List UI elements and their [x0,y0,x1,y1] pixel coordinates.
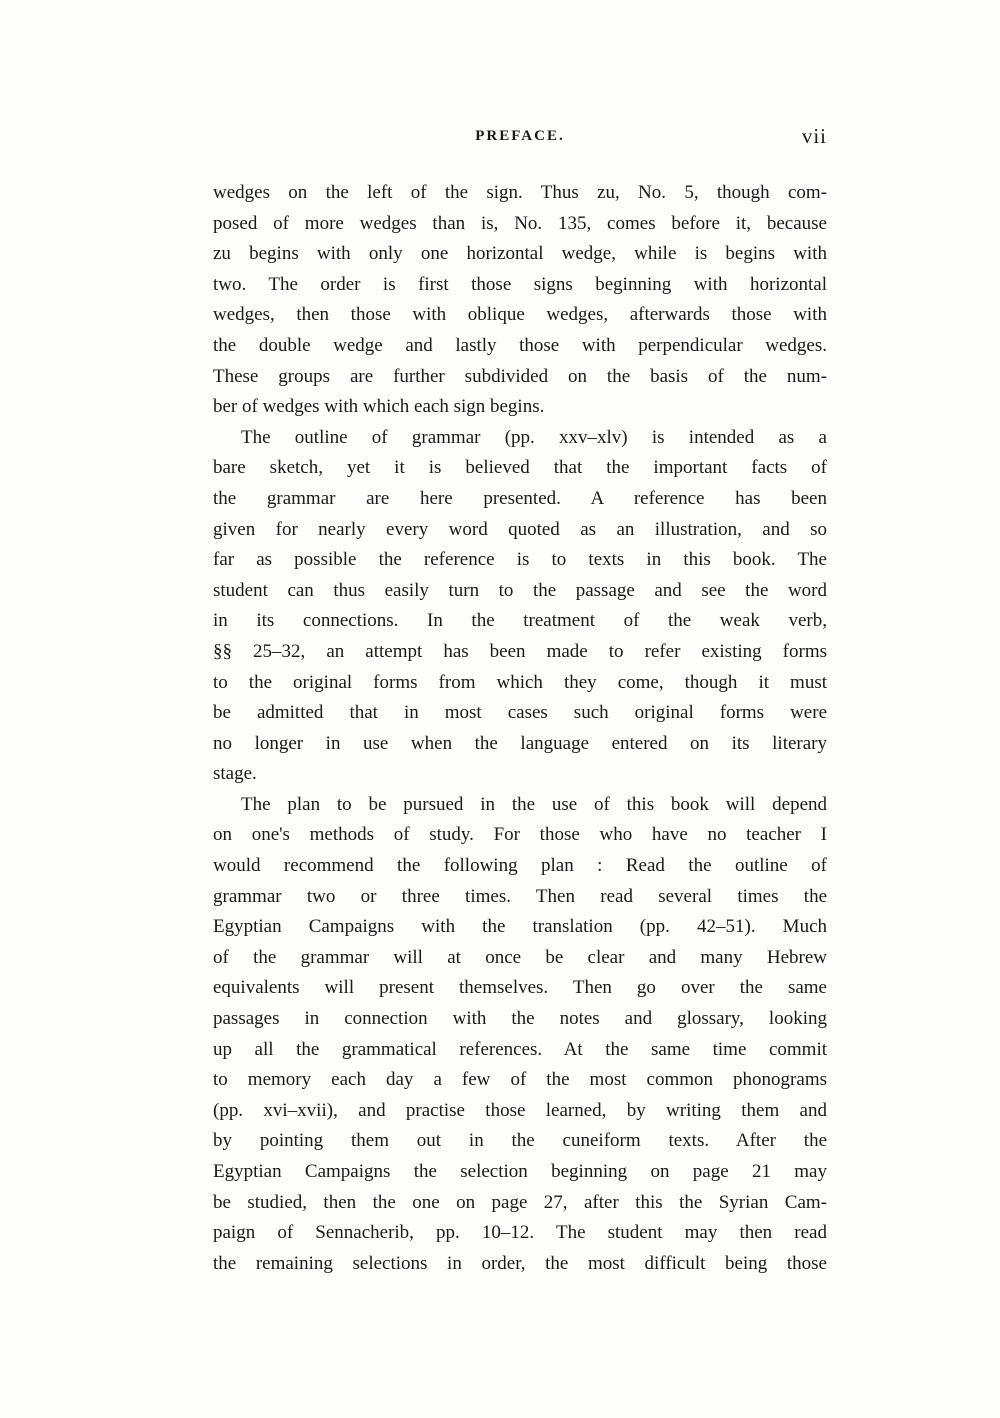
text-line: the grammar are here presented. A reference has been [213,487,827,509]
text-line: paign of Sennacherib, pp. 10–12. The student may then read [213,1222,827,1244]
text-line: posed of more wedges than is, No. 135, comes before it, because [213,212,827,234]
text-line: The outline of grammar (pp. xxv–xlv) is intended as a [241,426,827,448]
running-title: PREFACE. [475,128,565,144]
text-line: of the grammar will at once be clear and many Hebrew [213,946,827,968]
text-line: These groups are further subdivided on the basis of the num- [213,365,827,387]
text-line: would recommend the following plan : Read the outline of [213,855,827,877]
text-line: stage. [213,763,257,785]
text-line: grammar two or three times. Then read several times the [213,885,827,907]
text-line: to the original forms from which they come, though it must [213,671,827,693]
text-line: Egyptian Campaigns the selection beginning on page 21 may [213,1161,827,1182]
text-line: in its connections. In the treatment of the weak verb, [213,610,827,632]
running-head [213,124,827,154]
text-line: student can thus easily turn to the passage and see the word [213,579,827,601]
text-line: no longer in use when the language entered on its literary [213,732,827,754]
page-number: vii [801,124,827,148]
text-line: up all the grammatical references. At the same time commit [213,1038,827,1060]
text-line: be admitted that in most cases such original forms were [213,702,827,724]
text-line: to memory each day a few of the most common phonograms [213,1069,827,1091]
text-line: wedges, then those with oblique wedges, afterwards those with [213,304,827,326]
body-text [213,178,827,1279]
text-line: the double wedge and lastly those with perpendicular wedges. [213,334,827,356]
text-line: by pointing them out in the cuneiform texts. After the [213,1130,827,1152]
text-line: passages in connection with the notes and glossary, looking [213,1008,827,1030]
text-line: Egyptian Campaigns with the translation (pp. 42–51). Much [213,916,827,938]
text-line: be studied, then the one on page 27, after this the Syrian Cam- [213,1191,827,1213]
text-line: §§ 25–32, an attempt has been made to refer existing forms [213,640,827,662]
text-line: wedges on the left of the sign. Thus zu, No. 5, though com- [213,182,827,203]
text-line: (pp. xvi–xvii), and practise those learned, by writing them and [213,1099,827,1121]
text-line: two. The order is first those signs beginning with horizontal [213,273,827,295]
text-line: bare sketch, yet it is believed that the important facts of [213,457,827,479]
text-line: given for nearly every word quoted as an illustration, and so [213,518,827,540]
text-line: far as possible the reference is to texts in this book. The [213,549,827,571]
text-line: ber of wedges with which each sign begins. [213,396,545,418]
text-line: zu begins with only one horizontal wedge, while is begins with [213,243,827,265]
text-line: on one's methods of study. For those who have no teacher I [213,824,827,846]
text-line: the remaining selections in order, the most difficult being those [213,1252,827,1274]
text-line: equivalents will present themselves. Then go over the same [213,977,827,999]
text-line: The plan to be pursued in the use of this book will depend [241,793,827,815]
